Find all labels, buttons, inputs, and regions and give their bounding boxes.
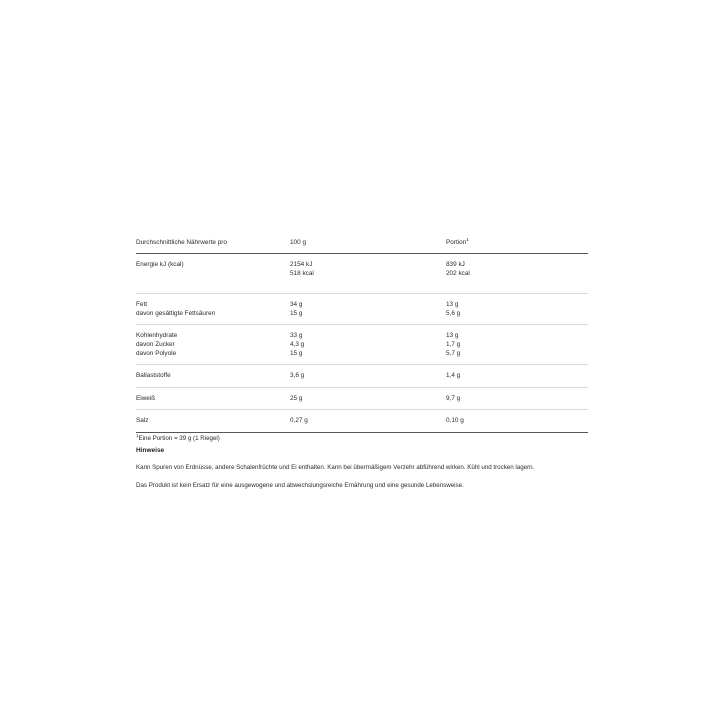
- hint-line: Kann Spuren von Erdnüsse, andere Schalenfrüchte und Ei enthalten. Kann bei übermäßigem Verzehr abführend wirken. Kühl und trocken lagern.: [136, 463, 535, 471]
- portion-cell: [446, 254, 588, 294]
- per-100g-cell: [290, 410, 446, 433]
- portion-value: 202 kcal: [446, 269, 470, 277]
- nutrient-name: davon Polyole: [136, 349, 177, 357]
- table-row: [136, 387, 588, 410]
- portion-cell: [446, 387, 588, 410]
- portion-value: 13 g: [446, 332, 459, 340]
- table-row: [136, 254, 588, 294]
- per-100g-cell: [290, 294, 446, 325]
- per-100g-value: 15 g: [290, 309, 303, 317]
- table-row: [136, 410, 588, 433]
- nutrient-name: Ballaststoffe: [136, 372, 171, 380]
- per-100g-value: 2154 kJ: [290, 261, 313, 268]
- portion-footnote: [136, 432, 588, 442]
- nutrient-name: davon gesättigte Fettsäuren: [136, 309, 216, 317]
- hints-title: Hinweise: [136, 446, 165, 454]
- per-100g-value: 4,3 g: [290, 340, 305, 348]
- per-100g-value: 3,6 g: [290, 372, 305, 380]
- portion-cell: [446, 365, 588, 388]
- table-row: [136, 294, 588, 325]
- nutrient-name-cell: [136, 365, 290, 388]
- table-row: [136, 365, 588, 388]
- per-100g-value: 25 g: [290, 394, 303, 402]
- nutrient-name: Eiweiß: [136, 394, 156, 402]
- portion-value: 13 g: [446, 301, 459, 309]
- hint-line: Das Produkt ist kein Ersatz für eine ausgewogene und abwechslungsreiche Ernährung und eine gesunde Lebensweise.: [136, 481, 464, 489]
- per-100g-cell: [290, 254, 446, 294]
- per-100g-value: 33 g: [290, 332, 303, 340]
- per-100g-value: 15 g: [290, 349, 303, 357]
- nutrient-name-cell: [136, 410, 290, 433]
- per-100g-value: 34 g: [290, 301, 303, 309]
- portion-cell: [446, 410, 588, 433]
- portion-value: 5,7 g: [446, 349, 461, 357]
- nutrient-name-cell: [136, 254, 290, 294]
- header-label: Durchschnittliche Nährwerte pro: [136, 238, 227, 246]
- portion-value: 1,7 g: [446, 340, 461, 348]
- table-row: [136, 325, 588, 365]
- portion-value: 9,7 g: [446, 394, 461, 402]
- portion-value: 0,10 g: [446, 417, 464, 425]
- per-100g-value: 518 kcal: [290, 269, 314, 277]
- per-100g-value: 0,27 g: [290, 417, 308, 425]
- nutrient-name-cell: [136, 387, 290, 410]
- nutrient-name: davon Zucker: [136, 340, 175, 348]
- header-portion-label: Portion: [446, 238, 467, 246]
- portion-cell: [446, 294, 588, 325]
- nutrition-panel: [136, 233, 588, 489]
- per-100g-cell: [290, 387, 446, 410]
- portion-cell: [446, 325, 588, 365]
- header-per-100g: 100 g: [290, 238, 306, 246]
- nutrition-table: [136, 233, 588, 433]
- header-portion: [446, 233, 588, 254]
- footnote-text: Eine Portion = 39 g (1 Riegel): [138, 434, 220, 442]
- nutrient-name: Salz: [136, 417, 149, 425]
- footnote-mark: 1: [136, 432, 139, 438]
- per-100g-cell: [290, 365, 446, 388]
- nutrient-name: Energie kJ (kcal): [136, 261, 184, 268]
- header-portion-footnote-mark: 1: [466, 236, 469, 242]
- portion-value: 1,4 g: [446, 372, 461, 380]
- nutrient-name: Fett: [136, 301, 148, 309]
- table-header-row: [136, 233, 588, 254]
- nutrient-name-cell: [136, 325, 290, 365]
- nutrient-name: Kohlenhydrate: [136, 332, 178, 340]
- portion-value: 5,6 g: [446, 309, 461, 317]
- nutrient-name-cell: [136, 294, 290, 325]
- portion-value: 839 kJ: [446, 261, 465, 268]
- per-100g-cell: [290, 325, 446, 365]
